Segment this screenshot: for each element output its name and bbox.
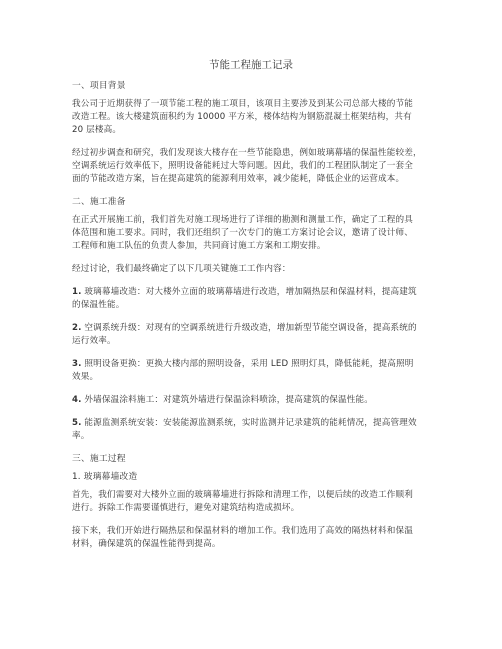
list-item-text: 外墙保温涂料施工：对建筑外墙进行保温涂料喷涂，提高建筑的保温性能。 xyxy=(81,395,373,405)
document-title: 节能工程施工记录 xyxy=(209,59,293,71)
preparation-paragraph-2: 经过讨论，我们最终确定了以下几项关键施工工作内容： xyxy=(72,264,291,274)
list-item-number: 1. xyxy=(72,287,82,297)
list-item-text: 能源监测系统安装：安装能源监测系统，实时监测并记录建筑的能耗情况，提高管理效 率。 xyxy=(72,418,417,441)
section-heading-process: 三、施工过程 xyxy=(72,454,126,464)
list-item-number: 4. xyxy=(72,395,82,405)
document-body xyxy=(72,80,436,561)
section-heading-preparation: 二、施工准备 xyxy=(72,197,126,207)
subsection-heading-curtain-wall: 1. 玻璃幕墙改造 xyxy=(72,472,138,482)
list-item-text: 玻璃幕墙改造：对大楼外立面的玻璃幕墙进行改造，增加隔热层和保温材料，提高建筑 的保温性能。 xyxy=(72,287,417,310)
list-item-text: 空调系统升级：对现有的空调系统进行升级改造，增加新型节能空调设备，提高系统的 运行效率。 xyxy=(72,323,417,346)
preparation-paragraph-1: 在正式开展施工前，我们首先对施工现场进行了详细的勘测和测量工作，确定了工程的具 体范围和施工要求。同时，我们还组织了一次专门的施工方案讨论会议，邀请了设计师、 工程师和施工队伍的负责人参加，共同商讨施工方案和工期安排。 xyxy=(72,215,414,251)
background-paragraph-1: 我公司于近期获得了一项节能工程的施工项目，该项目主要涉及到某公司总部大楼的节能 改造工程。该大楼建筑面积约为 10000 平方米，楼体结构为钢筋混凝土框架结构，共有 20 层楼高。 xyxy=(72,99,414,135)
list-item xyxy=(72,286,436,312)
process-paragraph-1: 首先，我们需要对大楼外立面的玻璃幕墙进行拆除和清理工作，以便后续的改造工作顺利 进行。拆除工作需要谨慎进行，避免对建筑结构造成损坏。 xyxy=(72,490,414,513)
list-item xyxy=(72,322,436,348)
list-item xyxy=(72,417,436,443)
process-paragraph-2: 接下来，我们开始进行隔热层和保温材料的增加工作。我们选用了高效的隔热材料和保温 材料，确保建筑的保温性能得到提高。 xyxy=(72,526,414,549)
list-item xyxy=(72,394,436,407)
list-item-number: 5. xyxy=(72,418,82,428)
list-item xyxy=(72,358,436,384)
list-item-number: 3. xyxy=(72,359,82,369)
section-heading-background: 一、项目背景 xyxy=(72,81,126,91)
list-item-text: 照明设备更换：更换大楼内部的照明设备，采用 LED 照明灯具，降低能耗，提高照明 效果。 xyxy=(72,359,414,382)
background-paragraph-2: 经过初步调查和研究，我们发现该大楼存在一些节能隐患，例如玻璃幕墙的保温性能较差， 空调系统运行效率低下，照明设备能耗过大等问题。因此，我们的工程团队制定了一套全 面的节能改造方案，旨在提高建筑的能源利用效率，减少能耗，降低企业的运营成本。 xyxy=(72,148,422,184)
list-item-number: 2. xyxy=(72,323,82,333)
